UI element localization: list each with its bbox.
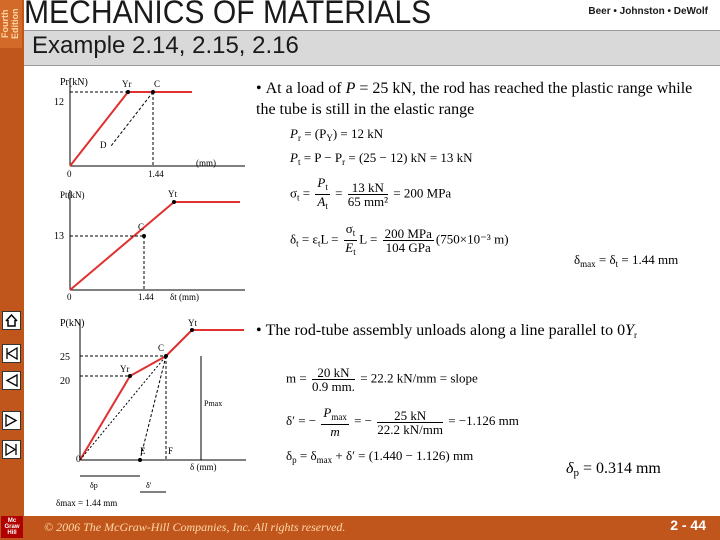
bullet-dot: • (256, 80, 266, 97)
eq4-den: E (345, 240, 354, 255)
tube-load-deflection-chart (54, 186, 250, 302)
c2-point-yt (172, 200, 176, 204)
first-slide-icon[interactable] (2, 344, 21, 363)
eqm-post: = 22.2 kN/mm = slope (356, 370, 478, 386)
eq3-result: = 200 MPa (390, 185, 452, 201)
b1-text-post: = 25 kN, the rod has reached the plastic range while the tube is still in the elastic range (256, 80, 693, 118)
left-sidebar (0, 0, 24, 540)
eq3-sigma: σ (290, 185, 298, 201)
eq4-delta: δ (290, 231, 297, 247)
c3-dprime-label: δ′ (146, 481, 152, 490)
c1-tick-12: 12 (54, 97, 64, 108)
eq3-den: A (317, 194, 326, 209)
edition-label: Fourth Edition (0, 0, 22, 48)
eqd-mid: = − (350, 412, 373, 428)
eq4-num: σ (345, 221, 353, 236)
b2-var: Y (625, 322, 634, 339)
bullet-load-state (256, 78, 712, 120)
eq3-num: P (317, 175, 326, 190)
eqm-num: 20 kN (312, 366, 355, 380)
eq4-eps: = ε (298, 231, 318, 247)
c3-f-label: F (168, 446, 174, 456)
eqd-pre: δ′ = − (286, 412, 317, 428)
c3-ylabel: P(kN) (60, 318, 85, 329)
previous-slide-icon[interactable] (2, 371, 21, 390)
last-slide-icon[interactable] (2, 440, 21, 459)
c3-c-label: C (158, 343, 165, 353)
page-title: MECHANICS OF MATERIALS (24, 0, 432, 30)
eqr-delta: δ (566, 460, 574, 477)
bullet-unloading (256, 320, 712, 346)
home-icon[interactable] (2, 311, 21, 330)
c3-point-yt (190, 328, 194, 332)
eq5-delta: δ (574, 252, 581, 267)
c1-tick-0: 0 (67, 169, 72, 179)
c3-point-e (138, 458, 142, 462)
c2-tick-13: 13 (54, 231, 64, 242)
c2-c-label: C (138, 222, 145, 232)
eqd-num2: 25 kN (377, 409, 443, 423)
eq2-mid: = P − P (300, 150, 343, 165)
mcgraw-hill-logo (1, 516, 23, 538)
page-number: 2 - 44 (670, 517, 706, 533)
eq-delta-max: $\delta_{max} = \delta_t = 1.44$ mm (574, 252, 679, 269)
eqd-post: = −1.126 mm (445, 412, 519, 428)
eq-tube-deformation: $\delta_t = \varepsilon_tL$ = $\frac{\sigma_t}{E_t}$ L = $\frac{\text{200 MPa}}{\text{104 GPa}}$ (750×10⁻³ m) (290, 221, 509, 257)
c1-yr-label: Yr (122, 79, 132, 89)
eq4-num2: 200 MPa (384, 226, 432, 241)
c3-pmax-label: Pmax (204, 399, 223, 408)
eq4-l: L = (320, 231, 342, 247)
eq1-rhs: ) = 12 kN (332, 126, 384, 141)
b1-text-pre: At a load of (265, 80, 346, 97)
eq5-mid: = δ (595, 252, 616, 267)
c2-tick-144: 1.44 (138, 292, 154, 302)
c1-c-label: C (154, 79, 161, 89)
eq4-l2: L = (359, 231, 381, 247)
c2-xlabel: δt (mm) (170, 292, 199, 302)
eq1-mid: = (P (300, 126, 327, 141)
c2-tick-0: 0 (67, 292, 72, 302)
c3-xlabel: δ (mm) (190, 462, 217, 472)
example-subtitle: Example 2.14, 2.15, 2.16 (32, 32, 299, 59)
logo-line-2: Graw (4, 524, 20, 530)
next-slide-icon[interactable] (2, 411, 21, 430)
eqd-den2: 22.2 kN/mm (377, 421, 443, 437)
c1-d-label: D (100, 140, 107, 150)
eqp-post: + δ′ = (1.440 − 1.126) mm (332, 448, 474, 463)
eq3-den2: 65 mm² (347, 194, 389, 209)
c3-point-yr (128, 374, 132, 378)
rod-load-deflection-chart (54, 74, 250, 179)
b1-var: P (345, 80, 356, 97)
authors-label: Beer • Johnston • DeWolf (588, 6, 708, 17)
eq4-length: (750×10⁻³ m) (435, 231, 509, 247)
copyright-text: © 2006 The McGraw-Hill Companies, Inc. All rights reserved. (44, 520, 346, 534)
c3-e-label: E (140, 446, 146, 456)
logo-line-3: Hill (7, 530, 17, 536)
eqm-den: 0.9 mm. (311, 379, 355, 394)
eq1-lhs: P (290, 126, 298, 141)
eq5-value: = 1.44 mm (618, 252, 679, 267)
eq-permanent-set: $\delta_p = \delta_{max} + \delta' = (1.440 - 1.126)$ mm (286, 448, 474, 465)
c2-ylabel: Pt(kN) (60, 190, 85, 200)
eq-tube-force: $P_t = P - P_r = (25 - 12)$ kN = 13 kN (290, 150, 473, 167)
eqr-value: = 0.314 mm (578, 460, 661, 477)
eq-tube-stress: $\sigma_t$ = $\frac{P_t}{A_t}$ = $\frac{13 kN}{\text{65 mm²}}$ = 200 MPa (290, 175, 452, 211)
b2-text-pre: The rod-tube assembly unloads along a line parallel to 0 (265, 322, 626, 339)
point-yr (126, 90, 130, 94)
eq5-sub: max (580, 259, 596, 269)
c3-tick-0: 0 (76, 454, 81, 464)
eq-rod-force: $P_r = (P_Y) = 12$ kN (290, 126, 384, 143)
eq-delta-p-result: $\delta_p = 0.314$ mm (566, 460, 661, 479)
logo-line-1: Mc (7, 518, 17, 524)
eq2-lhs: P (290, 150, 298, 165)
assembly-load-deflection-chart (56, 316, 250, 512)
c3-dmax-label: δmax = 1.44 mm (56, 498, 118, 508)
eq2-rhs: = (25 − 12) kN = 13 kN (345, 150, 473, 165)
eq3-num2: 13 kN (348, 181, 388, 195)
c3-yr-label: Yr (120, 364, 130, 374)
bullet-dot-2: • (256, 322, 266, 339)
c3-yt-label: Yt (188, 318, 197, 328)
c2-point-c (142, 234, 146, 238)
c3-tick-20: 20 (60, 376, 70, 387)
eqp-mid: = δ (296, 448, 317, 463)
eq4-den2: 104 GPa (385, 240, 431, 255)
eqd-num: P (323, 405, 332, 420)
c3-tick-25: 25 (60, 352, 70, 363)
eq-slope (286, 366, 478, 393)
eqp-pre: δ (286, 448, 293, 463)
c2-yt-label: Yt (168, 189, 177, 199)
c3-dp-label: δp (90, 481, 98, 490)
eqm-pre: m = (286, 370, 310, 386)
point-c (151, 90, 155, 94)
eqd-den: m (330, 424, 340, 439)
c1-ylabel: Pr(kN) (60, 77, 88, 88)
eq-delta-prime: δ′ = − $\frac{P_{max}}{m}$ = − $\frac{25 kN}{22.2 kN/mm}$ = −1.126 mm (286, 405, 519, 439)
c3-point-c (164, 354, 168, 358)
c1-xlabel: (mm) (196, 158, 216, 168)
b2-sub: r (633, 330, 637, 340)
c1-tick-144: 1.44 (148, 169, 164, 179)
